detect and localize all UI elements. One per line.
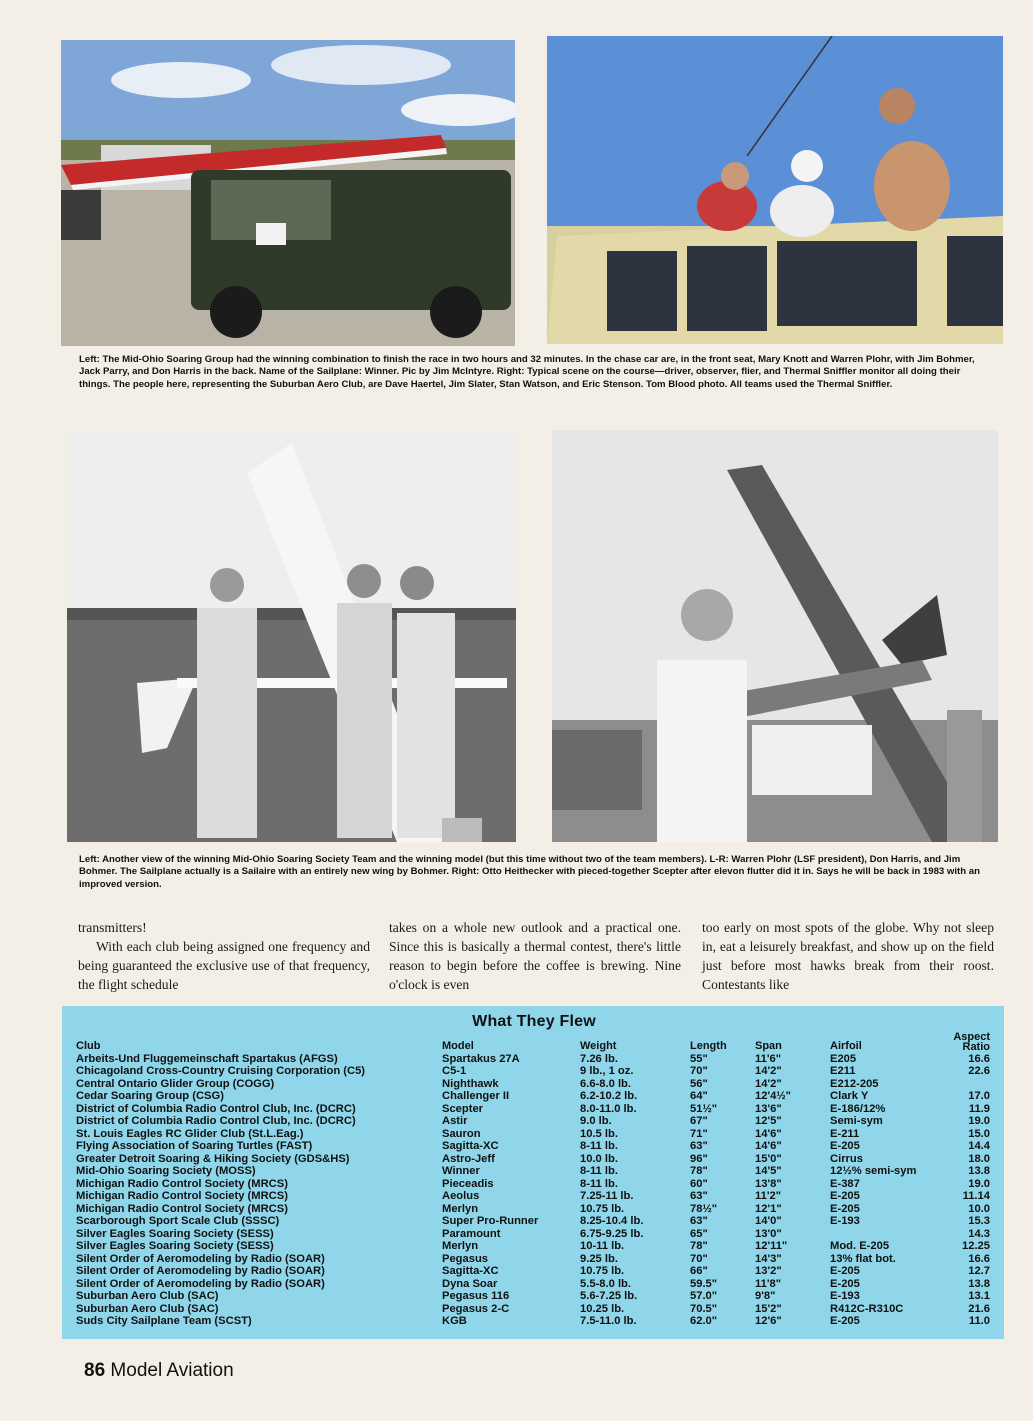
table-cell-club — [76, 1104, 416, 1127]
table-value-club: Cedar Soaring Group (CSG) — [76, 1089, 224, 1102]
article-column-2 — [389, 918, 681, 994]
table-value-airfoil: E212-205 — [830, 1078, 879, 1090]
table-cell-club — [76, 1204, 416, 1227]
table-value-ratio: 12.7 — [968, 1264, 990, 1277]
table-row-group — [76, 1129, 992, 1154]
table-value-span: 14'5" — [755, 1164, 782, 1177]
table-cell-model — [442, 1129, 499, 1152]
table-value-model: Sagitta-XC — [442, 1264, 499, 1277]
header-airfoil: Airfoil — [830, 1040, 862, 1052]
table-cell-weight — [580, 1104, 637, 1127]
table-cell-length — [690, 1079, 708, 1102]
table-value-span: 12'5" — [755, 1114, 782, 1127]
article-paragraph-3: takes on a whole new outlook and a practical one. Since this is basically a thermal contest, there's little reason to begin before the coffee is brewing. Nine o'clock is even — [389, 920, 681, 992]
table-body — [76, 1054, 992, 1329]
table-row-group — [76, 1304, 992, 1329]
table-cell-ratio — [938, 1229, 990, 1252]
table-value-ratio: 13.8 — [968, 1164, 990, 1177]
table-value-airfoil: E-186/12% — [830, 1103, 886, 1115]
table-value-model: Aeolus — [442, 1189, 480, 1202]
table-value-ratio: 19.0 — [968, 1178, 990, 1190]
table-value-weight: 10.75 lb. — [580, 1203, 625, 1215]
table-value-airfoil: R412C-R310C — [830, 1303, 904, 1315]
table-value-length: 60" — [690, 1178, 708, 1190]
table-row-group — [76, 1229, 992, 1254]
table-cell-ratio — [938, 1104, 990, 1127]
table-value-club: Silent Order of Aeromodeling by Radio (SOAR) — [76, 1278, 325, 1290]
table-cell-length — [690, 1279, 717, 1302]
table-value-length: 62.0" — [690, 1314, 718, 1327]
header-weight: Weight — [580, 1040, 617, 1052]
table-value-weight: 10-11 lb. — [580, 1239, 625, 1252]
table-value-weight: 6.75-9.25 lb. — [580, 1228, 644, 1240]
table-cell-model — [442, 1254, 499, 1277]
table-value-airfoil: Cirrus — [830, 1153, 863, 1165]
table-value-model: Scepter — [442, 1103, 484, 1115]
header-span: Span — [755, 1040, 782, 1052]
table-value-span: 11'6" — [755, 1053, 782, 1065]
table-value-club: Arbeits-Und Fluggemeinschaft Spartakus (AFGS) — [76, 1053, 338, 1065]
table-row-group — [76, 1254, 992, 1279]
table-value-length: 56" — [690, 1078, 708, 1090]
table-cell-length — [690, 1204, 717, 1227]
table-value-model: Dyna Soar — [442, 1278, 498, 1290]
table-cell-airfoil — [830, 1279, 860, 1302]
table-cell-club — [76, 1179, 416, 1202]
table-row-group — [76, 1154, 992, 1179]
table-value-weight: 8.25-10.4 lb. — [580, 1214, 644, 1227]
table-row-group — [76, 1204, 992, 1229]
table-value-model: Challenger II — [442, 1089, 510, 1102]
table-value-length: 63" — [690, 1189, 708, 1202]
table-value-ratio: 21.6 — [968, 1303, 990, 1315]
table-value-model: Astir — [442, 1114, 468, 1127]
table-value-length: 67" — [690, 1114, 708, 1127]
article-column-3 — [702, 918, 994, 994]
table-row-group — [76, 1054, 992, 1079]
table-cell-model — [442, 1204, 538, 1227]
photo-winning-team — [67, 433, 516, 842]
table-value-weight: 7.5-11.0 lb. — [580, 1314, 637, 1327]
article-paragraph-2: With each club being assigned one frequency and being guaranteed the exclusive use of that frequency, the flight schedule — [78, 939, 370, 992]
table-value-span: 14'6" — [755, 1128, 782, 1140]
table-value-airfoil: E-205 — [830, 1139, 860, 1152]
table-cell-ratio — [938, 1254, 990, 1277]
table-cell-span — [755, 1129, 782, 1152]
table-value-weight: 10.5 lb. — [580, 1128, 618, 1140]
table-cell-span — [755, 1079, 791, 1102]
table-value-span: 13'8" — [755, 1178, 782, 1190]
table-cell-weight — [580, 1229, 643, 1252]
table-cell-club — [76, 1154, 416, 1177]
header-length: Length — [690, 1040, 727, 1052]
header-model: Model — [442, 1040, 474, 1052]
table-value-ratio: 14.4 — [968, 1139, 990, 1152]
table-cell-length — [690, 1229, 708, 1252]
table-cell-club — [76, 1079, 416, 1102]
table-value-club: District of Columbia Radio Control Club, Inc. (DCRC) — [76, 1103, 356, 1115]
table-value-length: 78" — [690, 1164, 708, 1177]
table-value-span: 14'0" — [755, 1214, 782, 1227]
table-value-model: Winner — [442, 1164, 480, 1177]
table-cell-length — [690, 1104, 717, 1127]
table-value-length: 78" — [690, 1239, 708, 1252]
table-value-length: 70.5" — [690, 1303, 718, 1315]
table-value-airfoil: Mod. E-205 — [830, 1239, 890, 1252]
table-cell-span — [755, 1204, 782, 1227]
table-cell-weight — [580, 1129, 618, 1152]
table-value-model: Pegasus 116 — [442, 1289, 510, 1302]
table-value-ratio: 19.0 — [968, 1114, 990, 1127]
table-value-ratio: 11.0 — [968, 1314, 990, 1327]
table-value-ratio: 10.0 — [968, 1203, 990, 1215]
table-value-length: 64" — [690, 1089, 708, 1102]
table-cell-span — [755, 1229, 787, 1252]
table-value-span: 13'2" — [755, 1264, 782, 1277]
table-value-airfoil: E-205 — [830, 1203, 860, 1215]
table-cell-weight — [580, 1079, 637, 1102]
table-cell-weight — [580, 1304, 637, 1327]
header-aspect-line1: Aspect — [953, 1031, 990, 1043]
table-value-ratio: 22.6 — [968, 1064, 990, 1077]
table-value-weight: 7.26 lb. — [580, 1053, 618, 1065]
table-cell-airfoil — [830, 1204, 860, 1227]
table-header — [76, 1032, 992, 1054]
table-value-ratio: 11.14 — [962, 1189, 990, 1202]
table-value-club: Scarborough Sport Scale Club (SSSC) — [76, 1214, 280, 1227]
table-value-airfoil: E-211 — [830, 1128, 860, 1140]
table-value-span: 14'2" — [755, 1064, 782, 1077]
table-value-airfoil: 13% flat bot. — [830, 1253, 896, 1265]
table-value-length: 70" — [690, 1064, 708, 1077]
table-cell-weight — [580, 1179, 633, 1202]
table-cell-model — [442, 1304, 509, 1327]
table-value-weight: 5.5-8.0 lb. — [580, 1278, 631, 1290]
header-club: Club — [76, 1040, 101, 1052]
table-cell-airfoil — [830, 1304, 903, 1327]
table-value-span: 9'8" — [755, 1289, 776, 1302]
table-value-length: 63" — [690, 1214, 708, 1227]
table-value-span: 14'6" — [755, 1139, 782, 1152]
table-title: What They Flew — [472, 1013, 596, 1030]
table-value-ratio: 15.3 — [968, 1214, 990, 1227]
photo-van-observers — [547, 36, 1003, 344]
table-value-weight: 9 lb., 1 oz. — [580, 1064, 634, 1077]
table-cell-ratio — [938, 1129, 990, 1152]
table-value-club: Suburban Aero Club (SAC) — [76, 1303, 219, 1315]
table-value-airfoil: E211 — [830, 1064, 856, 1077]
table-value-model: Merlyn — [442, 1203, 479, 1215]
table-value-club: Suds City Sailplane Team (SCST) — [76, 1314, 252, 1327]
table-cell-club — [76, 1304, 416, 1327]
table-cell-club — [76, 1229, 416, 1252]
table-cell-weight — [580, 1054, 633, 1077]
table-value-airfoil: E-205 — [830, 1314, 860, 1327]
table-value-weight: 10.0 lb. — [580, 1153, 618, 1165]
table-cell-ratio — [938, 1304, 990, 1327]
table-cell-model — [442, 1079, 509, 1102]
table-value-model: Pegasus 2-C — [442, 1303, 510, 1315]
table-value-club: Silent Order of Aeromodeling by Radio (SOAR) — [76, 1264, 325, 1277]
table-cell-span — [755, 1154, 782, 1177]
table-value-span: 15'2" — [755, 1303, 782, 1315]
table-value-length: 59.5" — [690, 1278, 718, 1290]
table-value-airfoil — [830, 1229, 889, 1241]
table-value-span: 14'3" — [755, 1253, 782, 1265]
top-photo-caption: Left: The Mid-Ohio Soaring Group had the winning combination to finish the race in two hours and 32 minutes. In the chase car are, in the front seat, Mary Knott and Warren Plohr, with Jim Bohmer, Jack Parry, and Don Harris in the back. Name of the Sailplane: Winner. Pic by Jim McIntyre. Right: Typical scene on the course—driver, observer, flier, and Thermal Sniffler monitor all doing their things. The people here, representing the Suburban Aero Club, are Dave Haertel, Jim Slater, Stan Watson, and Eric Stenson. Tom Blood photo. All teams used the Thermal Sniffler. — [79, 354, 975, 390]
table-value-model: C5-1 — [442, 1064, 467, 1077]
table-value-club: Silver Eagles Soaring Society (SESS) — [76, 1239, 274, 1252]
table-cell-length — [690, 1129, 708, 1152]
table-value-club: Silent Order of Aeromodeling by Radio (SOAR) — [76, 1253, 325, 1265]
table-cell-length — [690, 1254, 708, 1277]
table-value-weight: 6.2-10.2 lb. — [580, 1089, 638, 1102]
table-value-weight: 5.6-7.25 lb. — [580, 1289, 638, 1302]
table-row-group — [76, 1104, 992, 1129]
table-value-model: Nighthawk — [442, 1078, 499, 1090]
table-value-club: Chicagoland Cross-Country Cruising Corporation (C5) — [76, 1064, 366, 1077]
table-value-airfoil: E205 — [830, 1053, 857, 1065]
table-value-span: 11'2" — [755, 1189, 782, 1202]
table-cell-ratio — [938, 1204, 990, 1227]
table-cell-weight — [580, 1279, 637, 1302]
table-value-span: 14'2" — [755, 1078, 782, 1090]
photo-chase-car — [61, 40, 515, 346]
table-value-model: Pieceadis — [442, 1178, 494, 1190]
table-row-group — [76, 1179, 992, 1204]
table-value-weight: 8-11 lb. — [580, 1164, 618, 1177]
table-value-club: Mid-Ohio Soaring Society (MOSS) — [76, 1164, 256, 1177]
table-value-length: 70" — [690, 1253, 708, 1265]
photo-scepter — [552, 430, 998, 842]
table-value-weight: 10.75 lb. — [580, 1264, 625, 1277]
table-value-club: Greater Detroit Soaring & Hiking Society (GDS&HS) — [76, 1153, 350, 1165]
table-value-club: St. Louis Eagles RC Glider Club (St.L.Eag.) — [76, 1128, 304, 1140]
table-value-airfoil: Semi-sym — [830, 1114, 883, 1127]
table-value-model: Astro-Jeff — [442, 1153, 495, 1165]
article-paragraph-1: transmitters! — [78, 920, 147, 935]
table-value-span: 13'6" — [755, 1103, 782, 1115]
table-cell-length — [690, 1179, 708, 1202]
table-cell-club — [76, 1054, 416, 1077]
table-cell-ratio — [938, 1179, 990, 1202]
page-number: 86 — [84, 1360, 106, 1381]
table-row-group — [76, 1279, 992, 1304]
table-value-span: 12'6" — [755, 1314, 782, 1327]
table-cell-model — [442, 1229, 500, 1252]
table-value-airfoil: E-387 — [830, 1178, 860, 1190]
table-value-club: Central Ontario Glider Group (COGG) — [76, 1078, 275, 1090]
table-cell-airfoil — [830, 1254, 896, 1277]
table-value-span: 15'0" — [755, 1153, 782, 1165]
table-value-airfoil: E-193 — [830, 1214, 860, 1227]
table-value-weight: 10.25 lb. — [580, 1303, 625, 1315]
table-value-airfoil: E-205 — [830, 1278, 860, 1290]
table-value-length: 57.0" — [690, 1289, 718, 1302]
header-aspect-line2: Ratio — [962, 1041, 990, 1053]
table-cell-model — [442, 1104, 483, 1127]
table-value-length: 96" — [690, 1153, 708, 1165]
table-cell-span — [755, 1254, 782, 1277]
table-cell-span — [755, 1054, 782, 1077]
table-cell-model — [442, 1054, 520, 1077]
table-value-airfoil: E-205 — [830, 1264, 860, 1277]
table-value-ratio: 16.6 — [968, 1053, 990, 1065]
table-cell-airfoil — [830, 1104, 885, 1127]
table-value-span: 12'11" — [755, 1239, 788, 1252]
table-cell-ratio — [938, 1079, 990, 1102]
table-value-model: Spartakus 27A — [442, 1053, 520, 1065]
table-cell-model — [442, 1179, 494, 1202]
table-cell-club — [76, 1254, 416, 1277]
table-value-length: 65" — [690, 1228, 708, 1240]
table-value-span: 11'8" — [755, 1278, 782, 1290]
table-value-airfoil: E-205 — [830, 1189, 860, 1202]
magazine-name: Model Aviation — [110, 1360, 234, 1381]
middle-photo-caption: Left: Another view of the winning Mid-Ohio Soaring Society Team and the winning model (but this time without two of the team members). L-R: Warren Plohr (LSF president), Don Harris, and Jim Bohmer. The Sailplane actually is a Sailaire with an entirely new wing by Bohmer. Right: Otto Heithecker with pieced-together Scepter after elevon flutter did it in. Says he will be back in 1983 with an improved version. — [79, 854, 980, 890]
what-they-flew-table — [62, 1006, 1004, 1339]
table-cell-club — [76, 1279, 416, 1302]
table-row-group — [76, 1079, 992, 1104]
table-cell-airfoil — [830, 1129, 860, 1152]
table-value-model: Pegasus — [442, 1253, 489, 1265]
table-cell-airfoil — [830, 1229, 889, 1252]
article-paragraph-4: too early on most spots of the globe. Why not sleep in, eat a leisurely breakfast, and show up on the field just before most hawks break from their roost. Contestants like — [702, 920, 994, 992]
table-value-weight: 9.0 lb. — [580, 1114, 612, 1127]
table-cell-ratio — [938, 1054, 990, 1077]
table-value-ratio: 17.0 — [968, 1089, 990, 1102]
table-value-length: 71" — [690, 1128, 708, 1140]
table-cell-span — [755, 1104, 782, 1127]
table-value-weight: 7.25-11 lb. — [580, 1189, 634, 1202]
table-value-length: 78½" — [690, 1203, 718, 1215]
table-value-ratio: 18.0 — [968, 1153, 990, 1165]
table-cell-span — [755, 1279, 781, 1302]
table-value-club: Michigan Radio Control Society (MRCS) — [76, 1203, 288, 1215]
table-value-ratio: 13.1 — [968, 1289, 990, 1302]
table-cell-weight — [580, 1204, 643, 1227]
table-value-span: 12'4½" — [755, 1089, 791, 1102]
table-value-length: 55" — [690, 1053, 708, 1065]
table-value-club: Michigan Radio Control Society (MRCS) — [76, 1189, 288, 1202]
table-value-model: Merlyn — [442, 1239, 479, 1252]
table-value-ratio: 14.3 — [968, 1228, 990, 1240]
table-cell-airfoil — [830, 1054, 856, 1077]
table-cell-weight — [580, 1154, 618, 1177]
table-value-airfoil: Clark Y — [830, 1089, 869, 1102]
table-value-model: KGB — [442, 1314, 467, 1327]
table-value-airfoil: E-193 — [830, 1289, 860, 1302]
table-value-ratio: 16.6 — [968, 1253, 990, 1265]
table-value-weight: 8.0-11.0 lb. — [580, 1103, 637, 1115]
table-cell-club — [76, 1129, 416, 1152]
table-value-length: 63" — [690, 1139, 708, 1152]
table-value-ratio: 12.25 — [962, 1239, 990, 1252]
article-column-1 — [78, 918, 370, 994]
table-value-model: Super Pro-Runner — [442, 1214, 539, 1227]
table-value-model: Sauron — [442, 1128, 481, 1140]
table-value-club: Silver Eagles Soaring Society (SESS) — [76, 1228, 274, 1240]
table-value-ratio: 15.0 — [968, 1128, 990, 1140]
table-value-ratio: 13.8 — [968, 1278, 990, 1290]
table-cell-airfoil — [830, 1154, 916, 1177]
table-value-weight: 8-11 lb. — [580, 1178, 618, 1190]
table-value-model: Paramount — [442, 1228, 501, 1240]
table-value-ratio — [938, 1079, 990, 1091]
table-value-weight: 6.6-8.0 lb. — [580, 1078, 631, 1090]
table-cell-length — [690, 1154, 708, 1177]
table-value-club: Flying Association of Soaring Turtles (FAST) — [76, 1139, 313, 1152]
table-value-airfoil: 12½% semi-sym — [830, 1164, 917, 1177]
table-cell-span — [755, 1304, 782, 1327]
table-value-club: District of Columbia Radio Control Club, Inc. (DCRC) — [76, 1114, 356, 1127]
table-cell-length — [690, 1304, 717, 1327]
table-value-ratio: 11.9 — [968, 1103, 990, 1115]
table-value-length: 66" — [690, 1264, 708, 1277]
page-footer — [84, 1360, 234, 1382]
header-aspect-ratio — [938, 1032, 990, 1052]
table-value-length: 51½" — [690, 1103, 718, 1115]
table-cell-length — [690, 1054, 708, 1077]
table-cell-span — [755, 1179, 782, 1202]
table-cell-weight — [580, 1254, 624, 1277]
table-value-club: Michigan Radio Control Society (MRCS) — [76, 1178, 288, 1190]
table-cell-ratio — [938, 1279, 990, 1302]
table-cell-model — [442, 1154, 495, 1177]
table-cell-ratio — [938, 1154, 990, 1177]
table-cell-model — [442, 1279, 509, 1302]
table-value-span: 12'1" — [755, 1203, 782, 1215]
table-value-weight: 9.25 lb. — [580, 1253, 618, 1265]
table-value-model: Sagitta-XC — [442, 1139, 499, 1152]
table-value-span: 13'0" — [755, 1228, 782, 1240]
table-cell-airfoil — [830, 1079, 879, 1102]
table-value-club: Suburban Aero Club (SAC) — [76, 1289, 219, 1302]
table-value-weight: 8-11 lb. — [580, 1139, 618, 1152]
table-cell-airfoil — [830, 1179, 860, 1202]
